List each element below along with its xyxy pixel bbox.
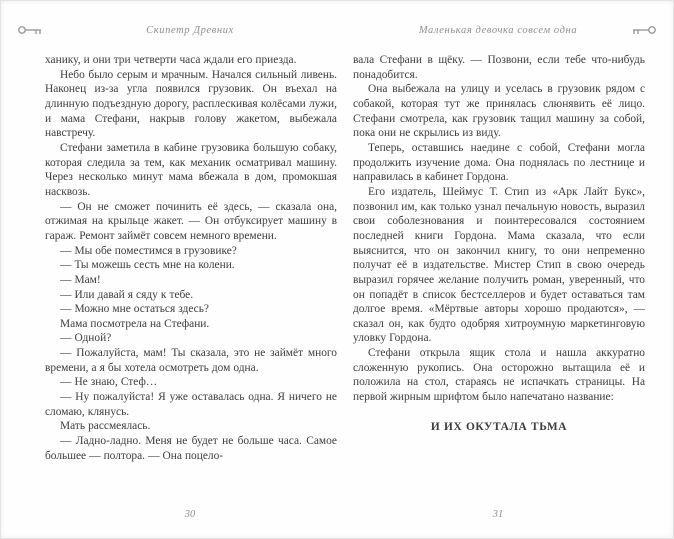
- paragraph: — Ладно-ладно. Меня не будет не больше часа. Самое большее — полтора. — Она поцело-: [45, 435, 337, 462]
- manuscript-title: И ИХ ОКУТАЛА ТЬМА: [430, 420, 568, 433]
- paragraph: Мама посмотрела на Стефани.: [60, 317, 210, 330]
- paragraph: Она выбежала на улицу и уселась в грузовик рядом с собакой, которая тут же принялась слюнявить её лицо. Стефани смотрела, как грузовик тащил машину за собой, пока они не скрылись из виду.: [353, 83, 645, 140]
- page-left-body: [45, 53, 337, 503]
- key-ornament-left-icon: [17, 23, 43, 37]
- paragraph: — Мам!: [60, 273, 101, 286]
- paragraph: — Ты можешь сесть мне на колени.: [60, 259, 235, 272]
- paragraph: — Ну пожалуйста! Я уже оставалась одна. Я ничего не сломаю, клянусь.: [45, 391, 337, 418]
- paragraph: Мать рассмеялась.: [60, 420, 151, 433]
- running-head-left: Скипетр Древних: [146, 25, 234, 36]
- running-head-right: Маленькая девочка совсем одна: [418, 25, 578, 36]
- page-number-left: 30: [184, 509, 196, 520]
- paragraph: ханику, и они три четверти часа ждали его приезда.: [45, 54, 297, 66]
- paragraph: — Он не сможет починить её здесь, — сказала она, отжимая на крыльце жакет. — Он отбуксирует машину в гараж. Ремонт займёт совсем немного времени.: [45, 200, 337, 242]
- paragraph: Теперь, оставшись наедине с собой, Стефани могла продолжить изучение дома. Она поднялась по лестнице и направилась в кабинет Гордона.: [353, 141, 645, 184]
- paragraph: — Или давай я сяду к тебе.: [60, 288, 194, 301]
- paragraph: — Можно мне остаться здесь?: [60, 303, 209, 316]
- paragraph: — Мы обе поместимся в грузовике?: [60, 244, 237, 257]
- page-number-right: 31: [492, 509, 504, 520]
- paragraph: Стефани открыла ящик стола и нашла аккуратно сложенную рукопись. Она осторожно вытащила её и положила на стол, стараясь не испачкать страницы. На первой жирным шрифтом было напечатано название:: [353, 347, 645, 404]
- paragraph: Стефани заметила в кабине грузовика большую собаку, которая следила за тем, как механик осматривал машину. Через несколько минут мама вбежала в дом, промокшая насквозь.: [45, 141, 337, 198]
- paragraph: — Одной?: [60, 332, 112, 345]
- paragraph: — Не знаю, Стеф…: [60, 376, 158, 389]
- paragraph: вала Стефани в щёку. — Позвони, если тебе что-нибудь понадобится.: [353, 54, 645, 81]
- paragraph: Небо было серым и мрачным. Начался сильный ливень. Наконец из-за угла появился грузовик. Он въехал на длинную подъездную дорогу, расплескивая колёсами лужи, и мама Стефани, накрыв голову жакетом, выбежала навстречу.: [45, 68, 337, 140]
- paragraph: — Пожалуйста, мам! Ты сказала, это не займёт много времени, а я бы хотела осмотреть дом одна.: [45, 347, 337, 374]
- page-right-body: [353, 53, 645, 503]
- paragraph: Его издатель, Шеймус Т. Стип из «Арк Лайт Букс», позвонил им, как только узнал печальную новость, выразил свои соболезнования и поинтересовался состоянием последней книги Гордона. Мама сказала, что если выяснится, что он закончил книгу, то они непременно получат её в издательстве. Мистер Стип в свою очередь выразил горячее желание получить роман, уверенный, что он попадёт в список бестселлеров и будет оставаться там долгое время. «Мёртвые авторы хорошо продаются», — сказал он, как будто одобряя хитроумную маркетинговую уловку Гордона.: [353, 185, 645, 345]
